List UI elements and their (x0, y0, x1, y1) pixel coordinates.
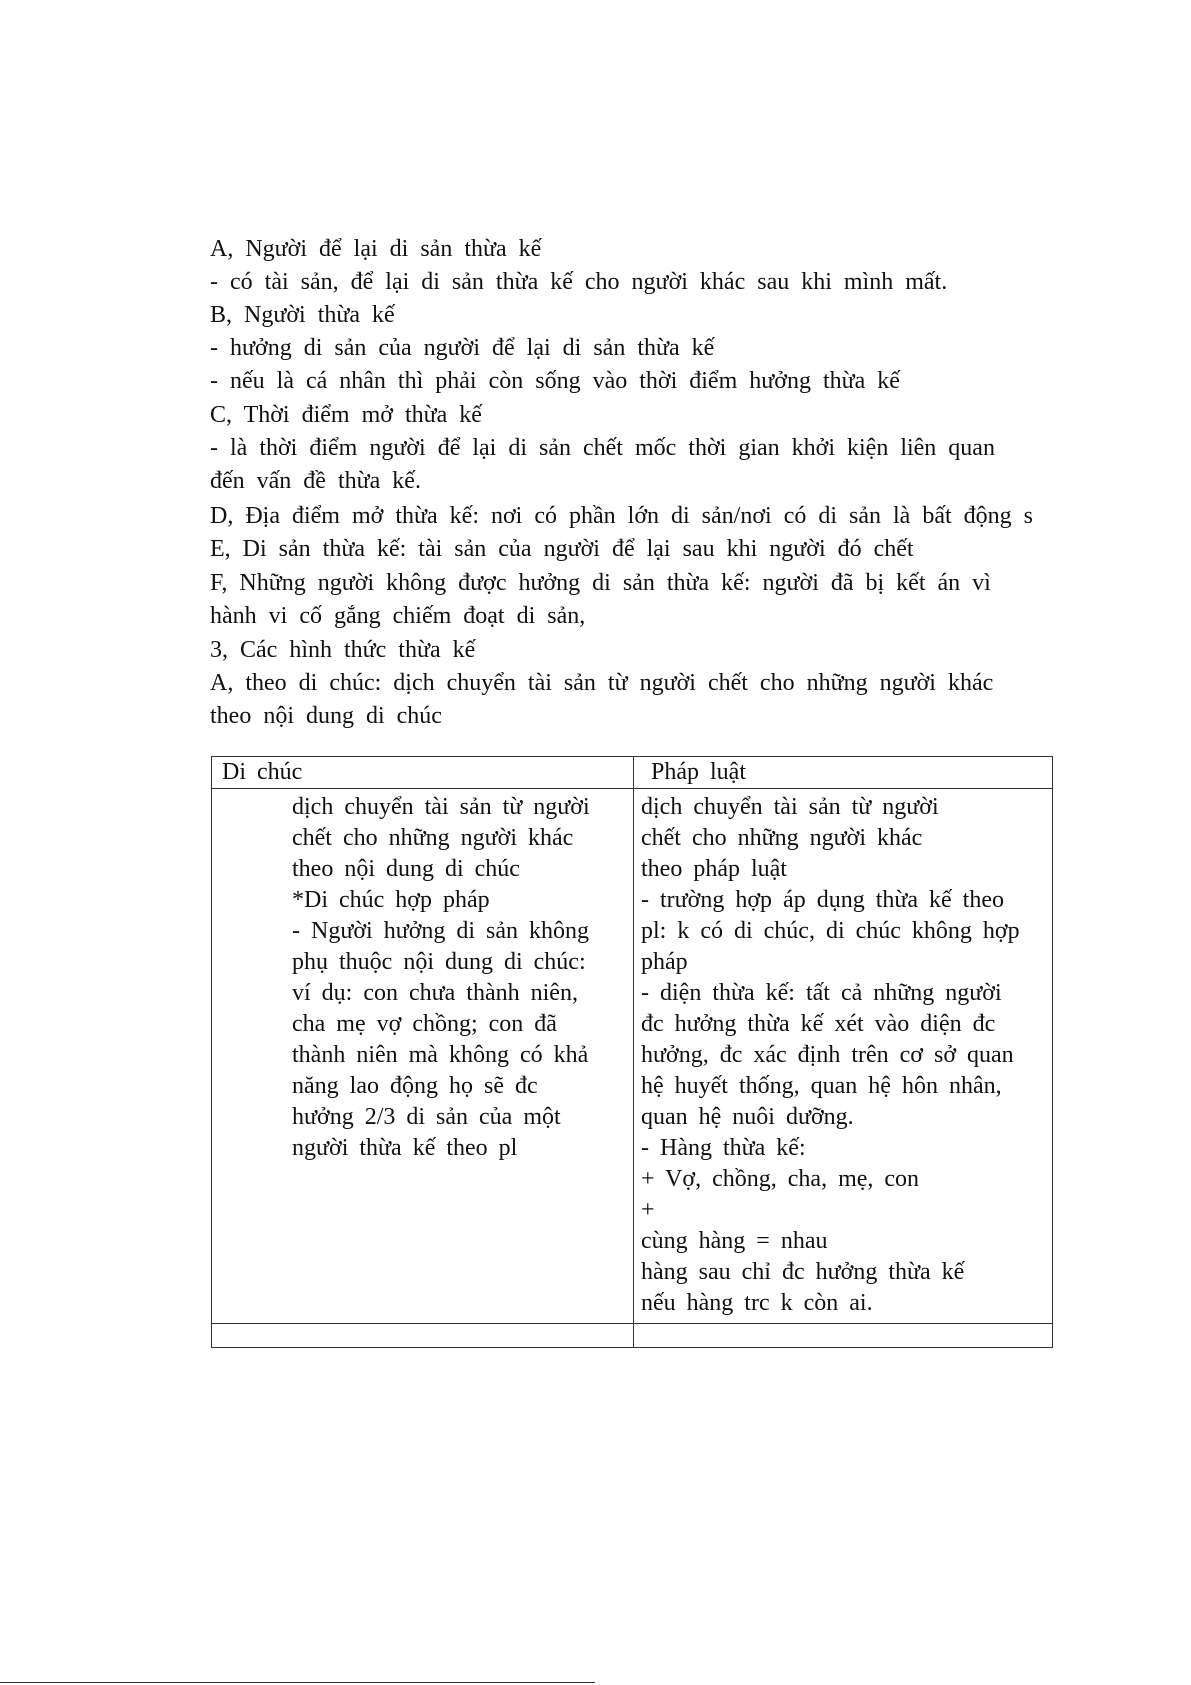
paragraph-line: A, Người để lại di sản thừa kế (210, 236, 542, 262)
table-cell-line: hệ huyết thống, quan hệ hôn nhân, (641, 1073, 1002, 1099)
table-cell-line: chết cho những người khác (641, 825, 923, 851)
comparison-table (211, 756, 1053, 1348)
table-cell-line: nếu hàng trc k còn ai. (641, 1290, 873, 1316)
paragraph-line: D, Địa điểm mở thừa kế: nơi có phần lớn di sản/nơi có di sản là bất động s (210, 503, 1033, 529)
paragraph-line: - nếu là cá nhân thì phải còn sống vào thời điểm hưởng thừa kế (210, 368, 900, 394)
table-cell-line: thành niên mà không có khả (292, 1042, 589, 1068)
table-border-header (211, 788, 1053, 789)
table-cell-line: dịch chuyển tài sản từ người (292, 794, 590, 820)
table-cell-line: pl: k có di chúc, di chúc không hợp (641, 918, 1020, 944)
table-cell-line: + (641, 1197, 655, 1223)
paragraph-line: đến vấn đề thừa kế. (210, 468, 421, 494)
table-cell-di-chuc (292, 792, 590, 1164)
table-border-top (211, 756, 1053, 757)
table-cell-line: năng lao động họ sẽ đc (292, 1073, 538, 1099)
paragraph-line: - có tài sản, để lại di sản thừa kế cho người khác sau khi mình mất. (210, 269, 948, 295)
paragraph-line: - hưởng di sản của người để lại di sản thừa kế (210, 335, 715, 361)
table-cell-line: - trường hợp áp dụng thừa kế theo (641, 887, 1004, 913)
paragraph-line: C, Thời điểm mở thừa kế (210, 402, 482, 428)
table-cell-line: + Vợ, chồng, cha, mẹ, con (641, 1166, 920, 1192)
table-cell-line: quan hệ nuôi dưỡng. (641, 1104, 854, 1130)
paragraph-line: F, Những người không được hưởng di sản thừa kế: người đã bị kết án vì (210, 570, 991, 596)
table-border-left (211, 756, 212, 1348)
paragraph-line: A, theo di chúc: dịch chuyển tài sản từ người chết cho những người khác (210, 670, 994, 696)
table-header-phap-luat: Pháp luật (651, 759, 746, 785)
table-border-right (1052, 756, 1053, 1348)
table-cell-phap-luat (641, 792, 1020, 1319)
table-cell-line: cha mẹ vợ chồng; con đã (292, 1011, 557, 1037)
paragraph-line: hành vi cố gắng chiếm đoạt di sản, (210, 603, 586, 629)
paragraph-line: B, Người thừa kế (210, 302, 395, 328)
table-cell-line: hưởng 2/3 di sản của một (292, 1104, 561, 1130)
table-cell-line: chết cho những người khác (292, 825, 574, 851)
paragraph-line: - là thời điểm người để lại di sản chết mốc thời gian khởi kiện liên quan (210, 435, 995, 461)
paragraph-line: 3, Các hình thức thừa kế (210, 637, 476, 663)
table-cell-line: phụ thuộc nội dung di chúc: (292, 949, 586, 975)
paragraph-line: E, Di sản thừa kế: tài sản của người để lại sau khi người đó chết (210, 536, 914, 562)
table-cell-line: pháp (641, 949, 688, 975)
table-border-middle (633, 756, 634, 1348)
table-cell-line: dịch chuyển tài sản từ người (641, 794, 939, 820)
table-cell-line: - Hàng thừa kế: (641, 1135, 806, 1161)
table-cell-line: ví dụ: con chưa thành niên, (292, 980, 578, 1006)
table-border-last-row (211, 1323, 1053, 1324)
paragraph-line: theo nội dung di chúc (210, 703, 442, 729)
table-border-bottom (211, 1347, 1053, 1348)
table-cell-line: - Người hưởng di sản không (292, 918, 590, 944)
table-cell-line: theo nội dung di chúc (292, 856, 520, 882)
table-cell-line: theo pháp luật (641, 856, 787, 882)
table-cell-line: đc hưởng thừa kế xét vào diện đc (641, 1011, 996, 1037)
table-cell-line: hưởng, đc xác định trên cơ sở quan (641, 1042, 1014, 1068)
table-cell-line: *Di chúc hợp pháp (292, 887, 490, 913)
table-header-di-chuc: Di chúc (222, 759, 303, 785)
table-cell-line: - diện thừa kế: tất cả những người (641, 980, 1002, 1006)
table-cell-line: hàng sau chỉ đc hưởng thừa kế (641, 1259, 965, 1285)
table-cell-line: cùng hàng = nhau (641, 1228, 828, 1254)
table-cell-line: người thừa kế theo pl (292, 1135, 518, 1161)
footnote-rule (0, 1682, 595, 1683)
